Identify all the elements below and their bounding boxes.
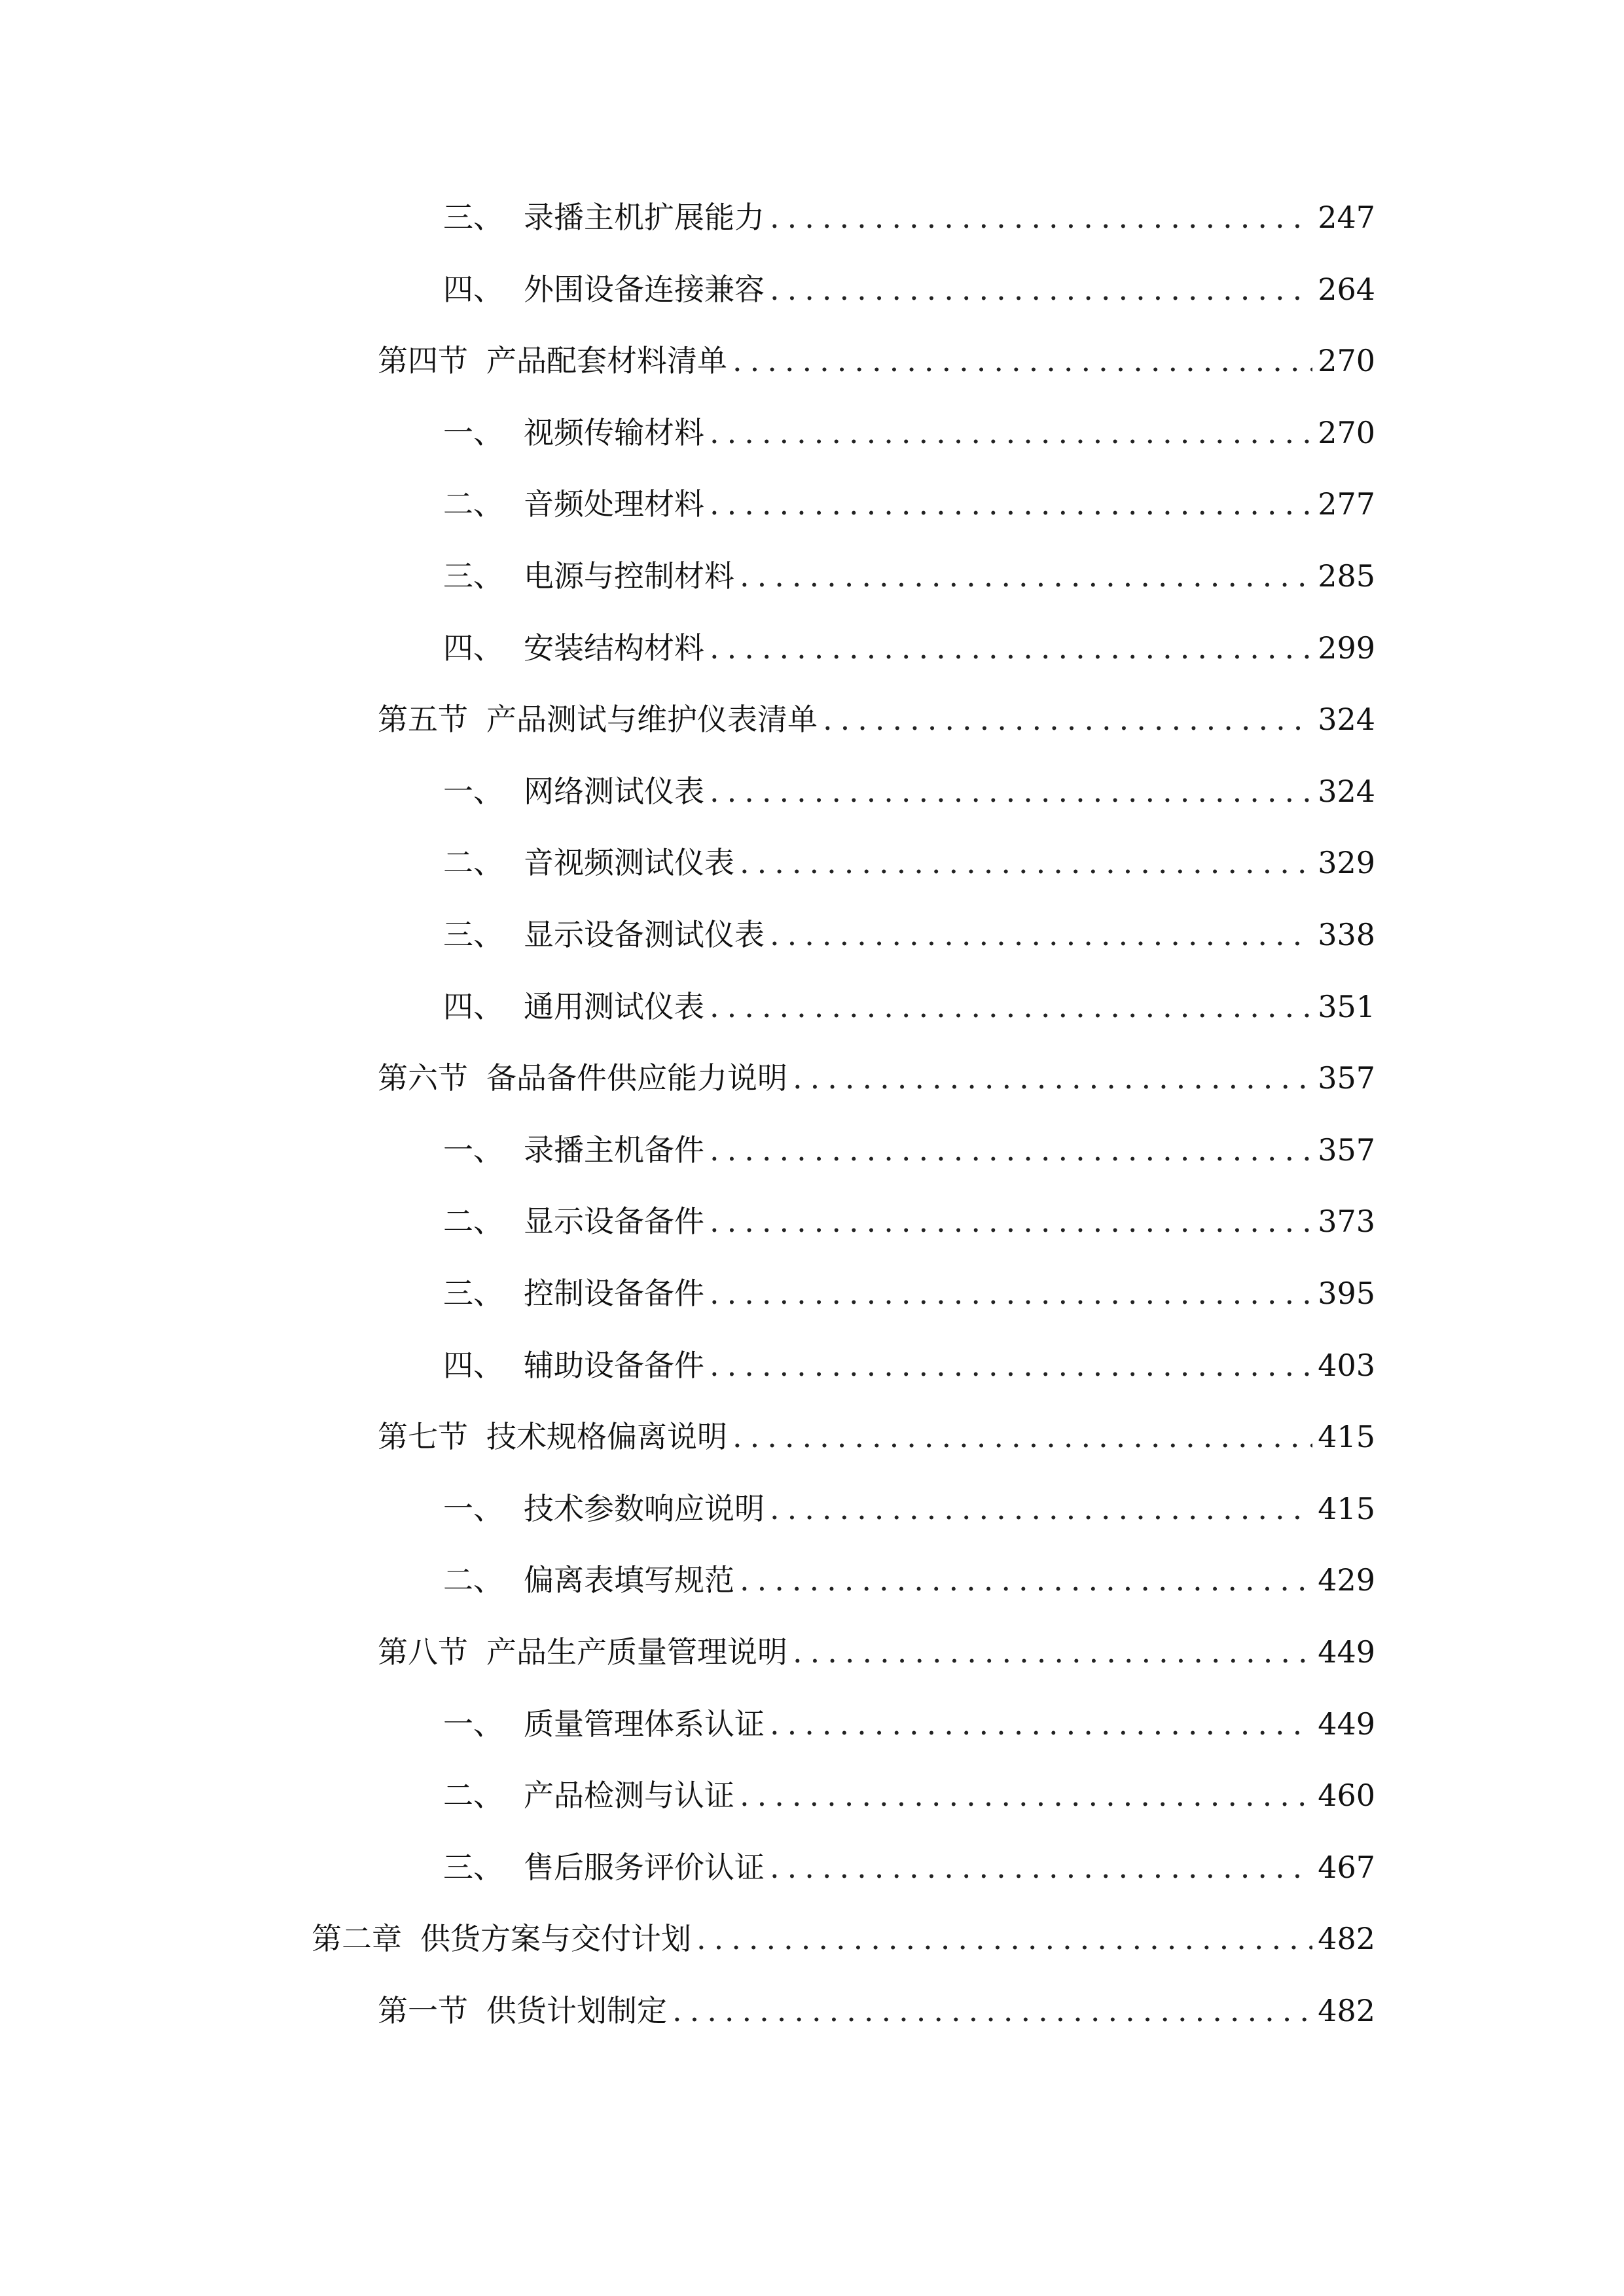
toc-entry-number: 四、 [443, 271, 503, 307]
toc-entry[interactable] [443, 412, 1375, 454]
toc-dot-leader [710, 1344, 1312, 1386]
toc-entry[interactable] [443, 1488, 1375, 1530]
toc-entry-page: 449 [1318, 1634, 1375, 1670]
toc-entry[interactable] [443, 842, 1375, 884]
toc-dot-leader [740, 555, 1312, 597]
toc-entry-page: 460 [1318, 1778, 1375, 1814]
toc-dot-leader [740, 1559, 1312, 1601]
toc-entry-page: 338 [1318, 917, 1375, 952]
toc-entry-title: 视频传输材料 [524, 414, 704, 450]
toc-entry-page: 415 [1318, 1490, 1375, 1526]
toc-entry-number: 第七节 [378, 1419, 468, 1455]
toc-entry-page: 270 [1318, 343, 1375, 379]
toc-entry-number: 四、 [443, 630, 503, 666]
toc-entry[interactable] [443, 1129, 1375, 1171]
toc-entry-number: 一、 [443, 773, 503, 809]
toc-entry-number: 第一节 [378, 1993, 468, 2028]
toc-entry[interactable] [443, 770, 1375, 812]
toc-dot-leader [793, 1057, 1312, 1099]
toc-entry-page: 270 [1318, 414, 1375, 450]
toc-entry-title: 产品生产质量管理说明 [486, 1634, 787, 1670]
toc-dot-leader [710, 627, 1312, 669]
toc-entry-page: 429 [1318, 1562, 1375, 1598]
toc-entry-title: 供货计划制定 [486, 1993, 667, 2028]
toc-entry[interactable] [443, 268, 1375, 310]
toc-entry-page: 449 [1318, 1706, 1375, 1742]
toc-dot-leader [710, 483, 1312, 525]
toc-entry-title: 录播主机备件 [524, 1132, 704, 1168]
toc-dot-leader [770, 914, 1312, 956]
toc-entry[interactable] [443, 555, 1375, 597]
toc-entry-title: 录播主机扩展能力 [524, 200, 765, 235]
toc-entry-page: 247 [1318, 200, 1375, 235]
toc-entry-title: 售后服务评价认证 [524, 1849, 765, 1885]
toc-entry-title: 显示设备备件 [524, 1204, 704, 1240]
toc-dot-leader [696, 1918, 1312, 1960]
toc-entry-number: 三、 [443, 1849, 503, 1885]
toc-entry-title: 产品配套材料清单 [486, 343, 727, 379]
toc-entry-title: 技术参数响应说明 [524, 1490, 765, 1526]
toc-entry-page: 395 [1318, 1276, 1375, 1311]
toc-dot-leader [793, 1631, 1312, 1673]
toc-dot-leader [770, 1703, 1312, 1745]
toc-entry-page: 373 [1318, 1204, 1375, 1240]
toc-entry[interactable] [443, 1703, 1375, 1745]
toc-dot-leader [710, 770, 1312, 812]
toc-entry-number: 第五节 [378, 702, 468, 738]
toc-entry-page: 324 [1318, 773, 1375, 809]
toc-entry-page: 467 [1318, 1849, 1375, 1885]
toc-entry-number: 一、 [443, 414, 503, 450]
toc-dot-leader [770, 1488, 1312, 1530]
toc-entry-title: 产品检测与认证 [524, 1778, 734, 1814]
toc-entry-title: 电源与控制材料 [524, 558, 734, 594]
toc-entry-title: 产品测试与维护仪表清单 [486, 702, 818, 738]
toc-entry-number: 三、 [443, 1276, 503, 1311]
toc-entry[interactable] [443, 627, 1375, 669]
toc-entry-title: 辅助设备备件 [524, 1347, 704, 1383]
toc-entry-number: 第四节 [378, 343, 468, 379]
toc-entry[interactable] [378, 1631, 1375, 1673]
toc-dot-leader [823, 698, 1312, 740]
toc-entry-number: 一、 [443, 1132, 503, 1168]
toc-entry-title: 安装结构材料 [524, 630, 704, 666]
toc-dot-leader [672, 1990, 1312, 2032]
toc-dot-leader [740, 1774, 1312, 1816]
toc-dot-leader [710, 986, 1312, 1028]
toc-entry-page: 264 [1318, 271, 1375, 307]
toc-entry[interactable] [443, 914, 1375, 956]
toc-entry-title: 音视频测试仪表 [524, 845, 734, 881]
toc-entry[interactable] [443, 483, 1375, 525]
toc-entry[interactable] [443, 1344, 1375, 1386]
toc-entry-number: 二、 [443, 486, 503, 522]
toc-entry[interactable] [443, 196, 1375, 238]
toc-entry-number: 一、 [443, 1490, 503, 1526]
toc-entry-title: 通用测试仪表 [524, 988, 704, 1024]
toc-dot-leader [710, 412, 1312, 454]
toc-entry-page: 482 [1318, 1921, 1375, 1957]
toc-entry[interactable] [312, 1918, 1375, 1960]
toc-entry-title: 显示设备测试仪表 [524, 917, 765, 952]
toc-entry-number: 四、 [443, 1347, 503, 1383]
toc-entry-number: 三、 [443, 917, 503, 952]
toc-entry[interactable] [443, 1846, 1375, 1888]
toc-entry-number: 三、 [443, 200, 503, 235]
toc-entry-number: 三、 [443, 558, 503, 594]
toc-dot-leader [770, 268, 1312, 310]
toc-entry[interactable] [443, 1774, 1375, 1816]
toc-entry-title: 质量管理体系认证 [524, 1706, 765, 1742]
toc-dot-leader [770, 196, 1312, 238]
toc-entry[interactable] [378, 1990, 1375, 2032]
toc-entry-page: 324 [1318, 702, 1375, 738]
toc-entry-number: 二、 [443, 1204, 503, 1240]
toc-entry-title: 音频处理材料 [524, 486, 704, 522]
toc-entry[interactable] [378, 1416, 1375, 1458]
toc-entry-title: 供货方案与交付计划 [420, 1921, 691, 1957]
toc-entry-number: 第六节 [378, 1060, 468, 1096]
toc-entry[interactable] [443, 1272, 1375, 1314]
toc-entry-number: 第二章 [312, 1921, 402, 1957]
toc-entry-title: 外围设备连接兼容 [524, 271, 765, 307]
toc-entry[interactable] [443, 986, 1375, 1028]
toc-entry-page: 357 [1318, 1132, 1375, 1168]
toc-entry-page: 277 [1318, 486, 1375, 522]
toc-dot-leader [770, 1846, 1312, 1888]
toc-entry[interactable] [378, 1057, 1375, 1099]
toc-entry-number: 四、 [443, 988, 503, 1024]
toc-entry-page: 403 [1318, 1347, 1375, 1383]
toc-dot-leader [710, 1200, 1312, 1242]
toc-entry-number: 二、 [443, 845, 503, 881]
toc-entry-page: 299 [1318, 630, 1375, 666]
toc-entry-page: 482 [1318, 1993, 1375, 2028]
toc-dot-leader [710, 1129, 1312, 1171]
toc-entry-number: 二、 [443, 1778, 503, 1814]
toc-entry-title: 技术规格偏离说明 [486, 1419, 727, 1455]
toc-entry-title: 备品备件供应能力说明 [486, 1060, 787, 1096]
toc-dot-leader [710, 1272, 1312, 1314]
toc-dot-leader [732, 340, 1312, 382]
toc-dot-leader [732, 1416, 1312, 1458]
toc-entry-page: 357 [1318, 1060, 1375, 1096]
toc-entry-title: 偏离表填写规范 [524, 1562, 734, 1598]
toc-entry-title: 控制设备备件 [524, 1276, 704, 1311]
toc-entry[interactable] [443, 1559, 1375, 1601]
toc-entry-number: 第八节 [378, 1634, 468, 1670]
toc-dot-leader [740, 842, 1312, 884]
toc-entry-page: 329 [1318, 845, 1375, 881]
toc-entry[interactable] [443, 1200, 1375, 1242]
toc-entry-number: 二、 [443, 1562, 503, 1598]
toc-entry-number: 一、 [443, 1706, 503, 1742]
toc-entry[interactable] [378, 698, 1375, 740]
toc-entry[interactable] [378, 340, 1375, 382]
toc-entry-page: 285 [1318, 558, 1375, 594]
toc-entry-page: 351 [1318, 988, 1375, 1024]
toc-entry-title: 网络测试仪表 [524, 773, 704, 809]
toc-entry-page: 415 [1318, 1419, 1375, 1455]
